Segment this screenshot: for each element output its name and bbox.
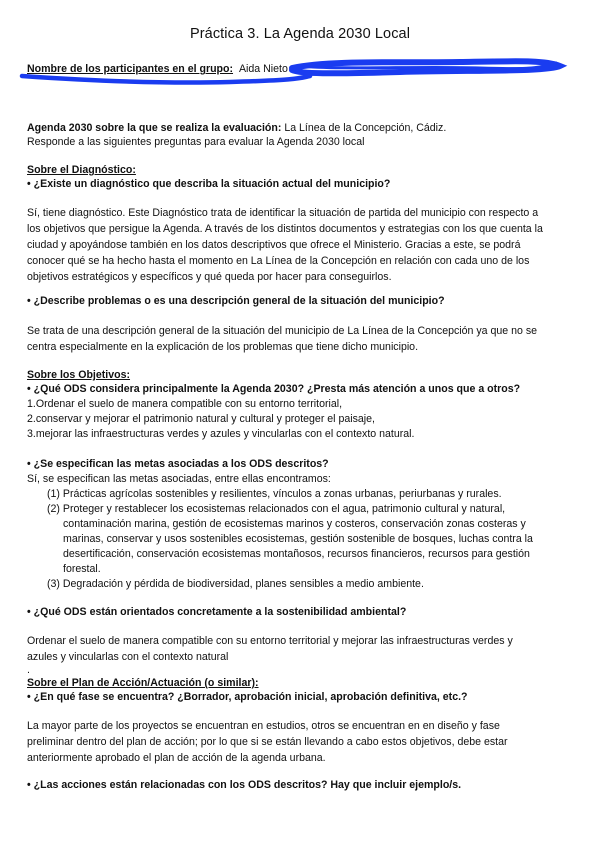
agenda-line	[27, 121, 446, 136]
diagnostico-question-1: • ¿Existe un diagnóstico que describa la situación actual del municipio?	[27, 178, 391, 190]
ods-item: 1.Ordenar el suelo de manera compatible con su entorno territorial,	[27, 398, 343, 410]
meta-item-2-cont: marinas, conservar y usos sostenibles ecosistemas, gestión sostenible de bosques, luchas contra la	[63, 533, 533, 545]
participants-name: Aida Nieto	[238, 63, 288, 75]
answer-line: conocer qué se ha hecho hasta el momento en La Línea de la Concepción en relación con cada uno de los	[27, 255, 530, 267]
answer-line: ciudad y apoyándose también en los datos descriptivos que ofrece el Ministerio. Gracias a este, se podrá	[27, 239, 521, 251]
answer-line: los objetivos que persigue la Agenda. A través de los distintos documentos y estrategias con los que cuenta la	[27, 223, 543, 235]
objetivos-answer-3	[27, 633, 575, 675]
agenda-instruction: Responde a las siguientes preguntas para evaluar la Agenda 2030 local	[27, 136, 365, 148]
ods-item: 3.mejorar las infraestructuras verdes y azules y vincularlas con el contexto natural.	[27, 428, 415, 440]
answer-line: Se trata de una descripción general de la situación del municipio de La Línea de la Concepción ya que no se	[27, 325, 538, 337]
objetivos-answer-2-intro: Sí, se especifican las metas asociadas, entre ellas encontramos:	[27, 473, 331, 485]
agenda-value: La Línea de la Concepción, Cádiz.	[281, 122, 447, 134]
objetivos-heading: Sobre los Objetivos:	[27, 369, 131, 381]
answer-line: Sí, tiene diagnóstico. Este Diagnóstico trata de identificar la situación de partida del municipio con respecto a	[27, 207, 539, 219]
ods-item: 2.conservar y mejorar el patrimonio natural y cultural y proteger el paisaje,	[27, 413, 375, 425]
diagnostico-answer-1	[27, 205, 575, 285]
diagnostico-answer-2	[27, 323, 575, 355]
objetivos-question-3: • ¿Qué ODS están orientados concretamente a la sostenibilidad ambiental?	[27, 606, 407, 618]
answer-line: anteriormente aprobado el plan de acción de la agenda urbana.	[27, 752, 326, 764]
diagnostico-question-2: • ¿Describe problemas o es una descripción general de la situación del municipio?	[27, 295, 445, 307]
answer-line: .	[27, 664, 30, 676]
plan-answer-1	[27, 718, 575, 766]
meta-item-2: (2) Proteger y restablecer los ecosistemas relacionados con el agua, patrimonio cultural y natural,	[47, 503, 506, 515]
meta-item-2-cont: desertificación, conservación ecosistemas montañosos, recursos financieros, recursos para gestión	[63, 548, 530, 560]
answer-line: preliminar dentro del plan de acción; por lo que si se están llevando a cabo estos objetivos, debe estar	[27, 736, 508, 748]
objetivos-answer-1	[27, 397, 575, 442]
answer-line: Ordenar el suelo de manera compatible con su entorno territorial y mejorar las infraestructuras verdes y	[27, 635, 513, 647]
page-title: Práctica 3. La Agenda 2030 Local	[189, 26, 411, 42]
objetivos-question-1: • ¿Qué ODS considera principalmente la Agenda 2030? ¿Presta más atención a unos que a otros?	[27, 383, 521, 395]
agenda-label: Agenda 2030 sobre la que se realiza la evaluación:	[27, 122, 282, 134]
answer-line: azules y vincularlas con el contexto natural	[27, 651, 229, 663]
answer-line: centra especialmente en la explicación de los problemas que tiene dicho municipio.	[27, 341, 419, 353]
meta-item-1: (1) Prácticas agrícolas sostenibles y resilientes, vínculos a zonas urbanas, periurbanas y rurales.	[47, 488, 502, 500]
plan-question-2: • ¿Las acciones están relacionadas con los ODS descritos? Hay que incluir ejemplo/s.	[27, 779, 462, 791]
diagnostico-heading: Sobre el Diagnóstico:	[27, 164, 136, 176]
participants-label: Nombre de los participantes en el grupo:	[27, 63, 234, 75]
meta-item-3: (3) Degradación y pérdida de biodiversidad, planes sensibles a medio ambiente.	[47, 578, 424, 590]
plan-question-1: • ¿En qué fase se encuentra? ¿Borrador, aprobación inicial, aprobación definitiva, etc.?	[27, 691, 468, 703]
plan-heading: Sobre el Plan de Acción/Actuación (o similar):	[27, 677, 259, 689]
answer-line: La mayor parte de los proyectos se encuentran en estudios, otros se encuentran en en diseño y fase	[27, 720, 500, 732]
meta-item-2-cont: forestal.	[63, 563, 101, 575]
meta-item-2-cont: contaminación marina, gestión de ecosistemas marinos y costeros, conservación zonas costeras y	[63, 518, 526, 530]
answer-line: objetivos estratégicos y específicos y qué queda por hacer para conseguirlos.	[27, 271, 392, 283]
objetivos-question-2: • ¿Se especifican las metas asociadas a los ODS descritos?	[27, 458, 329, 470]
